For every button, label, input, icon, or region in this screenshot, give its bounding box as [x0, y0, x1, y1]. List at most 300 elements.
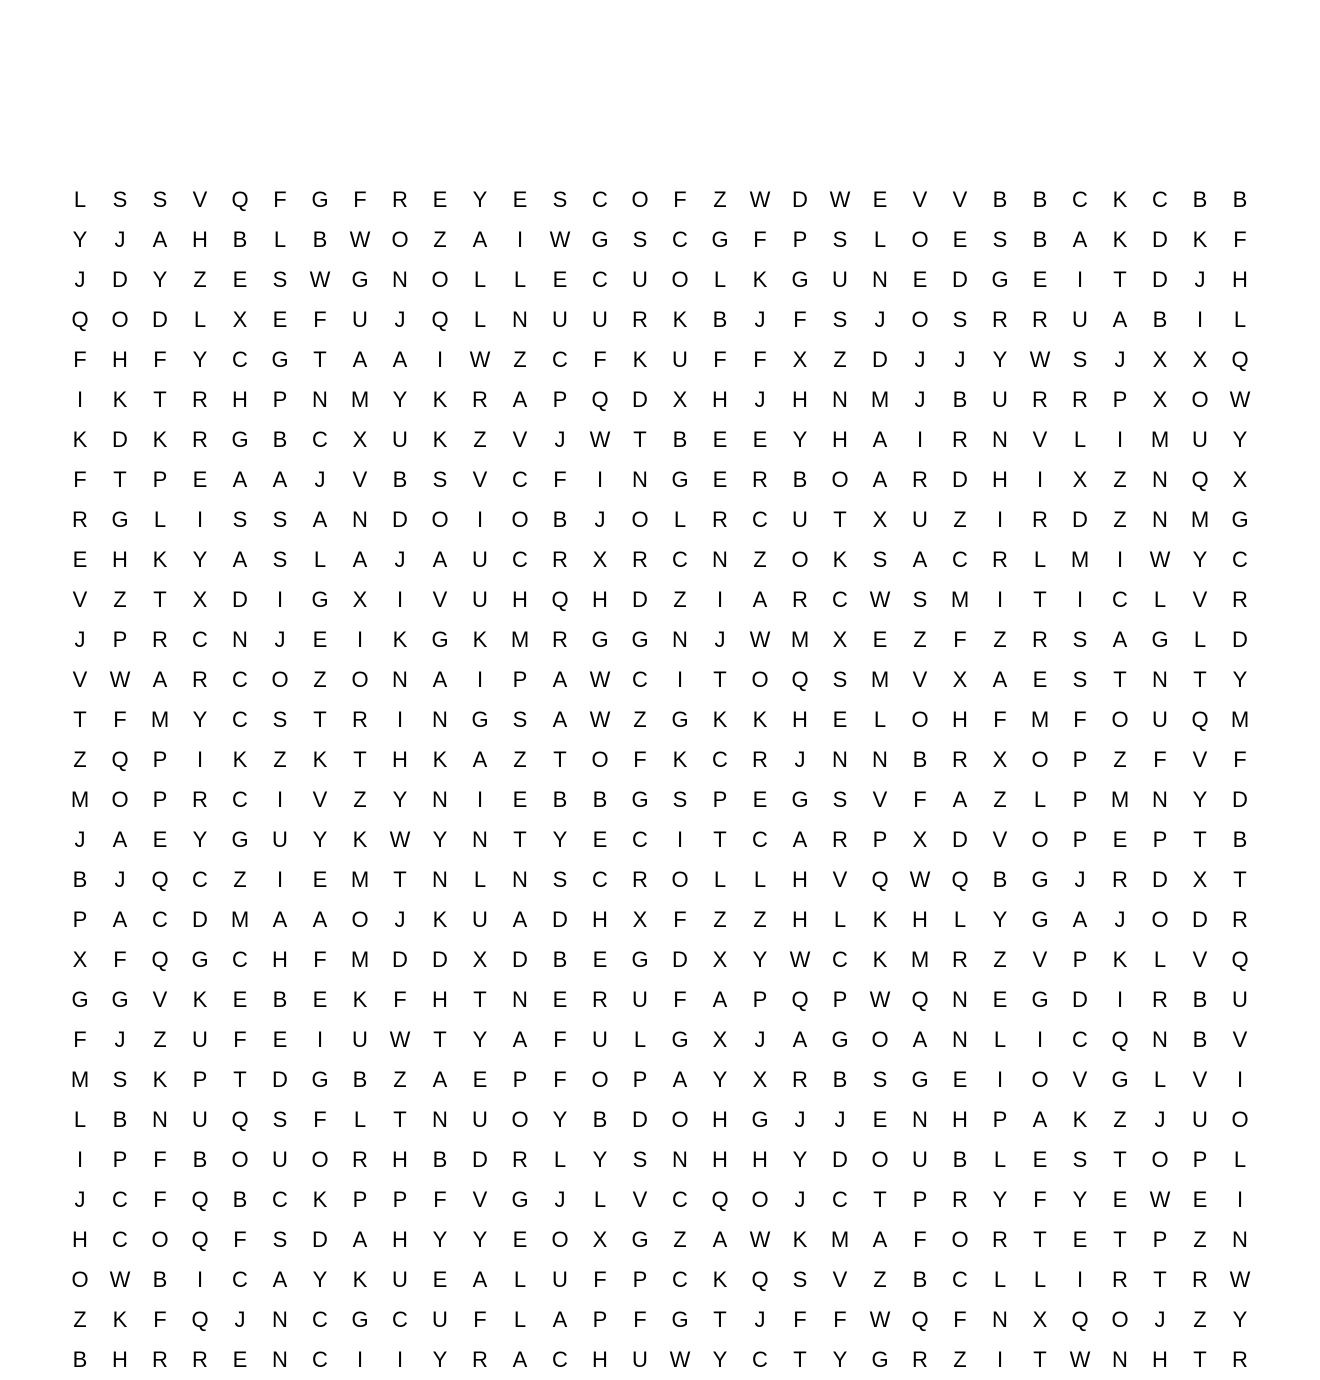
grid-cell[interactable]: W [1149, 547, 1171, 572]
grid-cell[interactable]: T [633, 427, 647, 452]
grid-cell[interactable]: G [231, 827, 249, 852]
grid-cell[interactable]: Q [231, 1107, 249, 1132]
grid-cell[interactable]: B [1032, 187, 1048, 212]
grid-cell[interactable]: I [196, 507, 204, 532]
grid-cell[interactable]: P [512, 1067, 528, 1092]
grid-cell[interactable]: I [516, 227, 524, 252]
grid-cell[interactable]: O [671, 1107, 689, 1132]
grid-cell[interactable]: N [992, 1307, 1008, 1332]
grid-cell[interactable]: B [552, 507, 568, 532]
grid-cell[interactable]: A [472, 747, 488, 772]
grid-cell[interactable]: U [1192, 1107, 1208, 1132]
grid-cell[interactable]: T [153, 587, 167, 612]
grid-cell[interactable]: I [196, 747, 204, 772]
grid-cell[interactable]: P [912, 1187, 928, 1212]
grid-cell[interactable]: N [672, 627, 688, 652]
grid-cell[interactable]: Y [192, 827, 208, 852]
grid-cell[interactable]: Z [993, 787, 1007, 812]
grid-cell[interactable]: M [910, 947, 930, 972]
grid-cell[interactable]: J [114, 1027, 126, 1052]
grid-cell[interactable]: P [792, 227, 808, 252]
grid-cell[interactable]: R [1032, 387, 1048, 412]
grid-cell[interactable]: Q [911, 1307, 929, 1332]
grid-cell[interactable]: X [1192, 347, 1208, 372]
grid-cell[interactable]: N [632, 467, 648, 492]
grid-cell[interactable]: R [912, 1347, 928, 1372]
grid-cell[interactable]: B [712, 307, 728, 332]
grid-cell[interactable]: D [832, 1147, 848, 1172]
grid-cell[interactable]: C [112, 1187, 128, 1212]
grid-cell[interactable]: S [792, 1267, 808, 1292]
grid-cell[interactable]: L [833, 907, 847, 932]
grid-cell[interactable]: I [356, 627, 364, 652]
grid-cell[interactable]: C [1072, 1027, 1088, 1052]
grid-cell[interactable]: G [871, 1347, 889, 1372]
grid-cell[interactable]: V [832, 867, 848, 892]
grid-cell[interactable]: R [752, 747, 768, 772]
grid-cell[interactable]: F [913, 1227, 927, 1252]
grid-cell[interactable]: G [1111, 1067, 1129, 1092]
grid-cell[interactable]: X [592, 547, 608, 572]
grid-cell[interactable]: S [272, 1227, 288, 1252]
grid-cell[interactable]: C [592, 867, 608, 892]
grid-cell[interactable]: I [1076, 1267, 1084, 1292]
grid-cell[interactable]: I [676, 667, 684, 692]
grid-cell[interactable]: W [109, 1267, 131, 1292]
grid-cell[interactable]: P [1192, 1147, 1208, 1172]
grid-cell[interactable]: E [272, 1027, 288, 1052]
grid-cell[interactable]: O [591, 1067, 609, 1092]
grid-cell[interactable]: J [1074, 867, 1086, 892]
grid-cell[interactable]: T [73, 707, 87, 732]
grid-cell[interactable]: I [476, 667, 484, 692]
grid-cell[interactable]: A [152, 227, 168, 252]
grid-cell[interactable]: G [791, 267, 809, 292]
grid-cell[interactable]: Z [833, 347, 847, 372]
grid-cell[interactable]: U [912, 507, 928, 532]
grid-cell[interactable]: T [1193, 827, 1207, 852]
grid-cell[interactable]: H [1232, 267, 1248, 292]
grid-cell[interactable]: X [72, 947, 88, 972]
grid-cell[interactable]: C [552, 347, 568, 372]
grid-cell[interactable]: W [749, 627, 771, 652]
grid-cell[interactable]: F [633, 1307, 647, 1332]
grid-cell[interactable]: A [472, 1267, 488, 1292]
grid-cell[interactable]: K [792, 1227, 808, 1252]
grid-cell[interactable]: A [872, 467, 888, 492]
grid-cell[interactable]: J [74, 267, 86, 292]
grid-cell[interactable]: Z [993, 627, 1007, 652]
grid-cell[interactable]: R [632, 307, 648, 332]
grid-cell[interactable]: A [872, 1227, 888, 1252]
grid-cell[interactable]: O [431, 267, 449, 292]
grid-cell[interactable]: Z [953, 507, 967, 532]
grid-cell[interactable]: K [72, 427, 88, 452]
grid-cell[interactable]: M [870, 387, 890, 412]
grid-cell[interactable]: J [834, 1107, 846, 1132]
grid-cell[interactable]: F [713, 347, 727, 372]
grid-cell[interactable]: W [589, 707, 611, 732]
grid-cell[interactable]: I [1116, 547, 1124, 572]
grid-cell[interactable]: F [233, 1027, 247, 1052]
grid-cell[interactable]: S [832, 667, 848, 692]
grid-cell[interactable]: F [113, 947, 127, 972]
grid-cell[interactable]: C [632, 667, 648, 692]
grid-cell[interactable]: P [1152, 827, 1168, 852]
grid-cell[interactable]: Y [472, 1027, 488, 1052]
grid-cell[interactable]: N [1232, 1227, 1248, 1252]
grid-cell[interactable]: E [192, 467, 208, 492]
grid-cell[interactable]: V [352, 467, 368, 492]
grid-cell[interactable]: A [1032, 1107, 1048, 1132]
grid-cell[interactable]: R [72, 507, 88, 532]
grid-cell[interactable]: L [473, 267, 487, 292]
grid-cell[interactable]: O [1031, 747, 1049, 772]
grid-cell[interactable]: C [832, 947, 848, 972]
grid-cell[interactable]: T [1153, 1267, 1167, 1292]
grid-cell[interactable]: I [996, 587, 1004, 612]
grid-cell[interactable]: G [111, 987, 129, 1012]
grid-cell[interactable]: O [111, 307, 129, 332]
grid-cell[interactable]: K [432, 907, 448, 932]
grid-cell[interactable]: P [72, 907, 88, 932]
grid-cell[interactable]: Z [393, 1067, 407, 1092]
grid-cell[interactable]: B [992, 867, 1008, 892]
grid-cell[interactable]: Z [913, 627, 927, 652]
grid-cell[interactable]: S [272, 1107, 288, 1132]
grid-cell[interactable]: F [1233, 747, 1247, 772]
grid-cell[interactable]: P [152, 787, 168, 812]
grid-cell[interactable]: S [272, 267, 288, 292]
grid-cell[interactable]: N [512, 307, 528, 332]
grid-cell[interactable]: H [112, 347, 128, 372]
grid-cell[interactable]: E [952, 227, 968, 252]
grid-cell[interactable]: O [751, 667, 769, 692]
grid-cell[interactable]: Z [713, 187, 727, 212]
grid-cell[interactable]: L [73, 1107, 87, 1132]
grid-cell[interactable]: S [552, 187, 568, 212]
grid-cell[interactable]: O [631, 507, 649, 532]
grid-cell[interactable]: O [71, 1267, 89, 1292]
grid-cell[interactable]: E [432, 187, 448, 212]
grid-cell[interactable]: E [312, 627, 328, 652]
grid-cell[interactable]: R [632, 867, 648, 892]
grid-cell[interactable]: F [753, 227, 767, 252]
grid-cell[interactable]: P [272, 387, 288, 412]
grid-cell[interactable]: Y [1192, 787, 1208, 812]
grid-cell[interactable]: S [832, 307, 848, 332]
grid-cell[interactable]: H [792, 387, 808, 412]
grid-cell[interactable]: O [1191, 387, 1209, 412]
grid-cell[interactable]: U [352, 307, 368, 332]
grid-cell[interactable]: K [112, 387, 128, 412]
grid-cell[interactable]: U [1232, 987, 1248, 1012]
grid-cell[interactable]: Y [592, 1147, 608, 1172]
grid-cell[interactable]: G [631, 787, 649, 812]
grid-cell[interactable]: N [312, 387, 328, 412]
grid-cell[interactable]: E [272, 307, 288, 332]
grid-cell[interactable]: E [1112, 827, 1128, 852]
grid-cell[interactable]: S [832, 227, 848, 252]
grid-cell[interactable]: P [752, 987, 768, 1012]
grid-cell[interactable]: X [1192, 867, 1208, 892]
grid-cell[interactable]: G [1151, 627, 1169, 652]
grid-cell[interactable]: D [952, 827, 968, 852]
grid-cell[interactable]: U [272, 1147, 288, 1172]
grid-cell[interactable]: C [232, 1267, 248, 1292]
grid-cell[interactable]: F [153, 1147, 167, 1172]
grid-cell[interactable]: W [749, 1227, 771, 1252]
grid-cell[interactable]: R [192, 387, 208, 412]
grid-cell[interactable]: E [1032, 667, 1048, 692]
grid-cell[interactable]: L [473, 307, 487, 332]
grid-cell[interactable]: H [512, 587, 528, 612]
grid-cell[interactable]: I [276, 587, 284, 612]
grid-cell[interactable]: X [912, 827, 928, 852]
grid-cell[interactable]: G [1031, 867, 1049, 892]
grid-cell[interactable]: P [152, 467, 168, 492]
grid-cell[interactable]: A [552, 707, 568, 732]
grid-cell[interactable]: F [553, 1067, 567, 1092]
grid-cell[interactable]: W [869, 987, 891, 1012]
grid-cell[interactable]: C [672, 1267, 688, 1292]
grid-cell[interactable]: O [671, 267, 689, 292]
grid-cell[interactable]: R [912, 467, 928, 492]
grid-cell[interactable]: F [233, 1227, 247, 1252]
grid-cell[interactable]: F [153, 1307, 167, 1332]
grid-cell[interactable]: Y [792, 1147, 808, 1172]
grid-cell[interactable]: C [1152, 187, 1168, 212]
grid-cell[interactable]: Y [152, 267, 168, 292]
grid-cell[interactable]: C [232, 947, 248, 972]
grid-cell[interactable]: D [392, 507, 408, 532]
grid-cell[interactable]: G [311, 187, 329, 212]
grid-cell[interactable]: G [631, 1227, 649, 1252]
grid-cell[interactable]: A [1072, 907, 1088, 932]
grid-cell[interactable]: L [353, 1107, 367, 1132]
grid-cell[interactable]: F [673, 187, 687, 212]
grid-cell[interactable]: I [76, 1147, 84, 1172]
grid-cell[interactable]: U [632, 1347, 648, 1372]
grid-cell[interactable]: N [152, 1107, 168, 1132]
grid-cell[interactable]: F [673, 987, 687, 1012]
grid-cell[interactable]: Z [633, 707, 647, 732]
grid-cell[interactable]: H [392, 747, 408, 772]
grid-cell[interactable]: E [1192, 1187, 1208, 1212]
grid-cell[interactable]: T [473, 987, 487, 1012]
grid-cell[interactable]: I [676, 827, 684, 852]
grid-cell[interactable]: A [992, 667, 1008, 692]
grid-cell[interactable]: Z [313, 667, 327, 692]
grid-cell[interactable]: B [552, 787, 568, 812]
grid-cell[interactable]: A [712, 1227, 728, 1252]
grid-cell[interactable]: Z [993, 947, 1007, 972]
grid-cell[interactable]: Z [153, 1027, 167, 1052]
grid-cell[interactable]: H [952, 1107, 968, 1132]
grid-cell[interactable]: V [1192, 947, 1208, 972]
grid-cell[interactable]: X [952, 667, 968, 692]
grid-cell[interactable]: H [272, 947, 288, 972]
grid-cell[interactable]: B [72, 1347, 88, 1372]
grid-cell[interactable]: F [553, 467, 567, 492]
grid-cell[interactable]: I [916, 427, 924, 452]
grid-cell[interactable]: V [912, 187, 928, 212]
grid-cell[interactable]: V [72, 587, 88, 612]
grid-cell[interactable]: F [273, 187, 287, 212]
grid-cell[interactable]: H [192, 227, 208, 252]
grid-cell[interactable]: X [712, 947, 728, 972]
grid-cell[interactable]: Q [111, 747, 129, 772]
grid-cell[interactable]: R [832, 827, 848, 852]
grid-cell[interactable]: N [832, 387, 848, 412]
grid-cell[interactable]: L [713, 867, 727, 892]
grid-cell[interactable]: T [1113, 667, 1127, 692]
grid-cell[interactable]: D [112, 427, 128, 452]
grid-cell[interactable]: G [631, 627, 649, 652]
grid-cell[interactable]: I [1036, 1027, 1044, 1052]
grid-cell[interactable]: P [552, 387, 568, 412]
grid-cell[interactable]: W [1229, 387, 1251, 412]
grid-cell[interactable]: V [1192, 587, 1208, 612]
grid-cell[interactable]: O [391, 227, 409, 252]
grid-cell[interactable]: M [350, 867, 370, 892]
grid-cell[interactable]: N [672, 1147, 688, 1172]
grid-cell[interactable]: C [312, 427, 328, 452]
grid-cell[interactable]: L [1033, 787, 1047, 812]
grid-cell[interactable]: N [1112, 1347, 1128, 1372]
grid-cell[interactable]: O [831, 467, 849, 492]
grid-cell[interactable]: P [992, 1107, 1008, 1132]
grid-cell[interactable]: D [952, 467, 968, 492]
grid-cell[interactable]: O [631, 187, 649, 212]
grid-cell[interactable]: T [713, 667, 727, 692]
grid-cell[interactable]: S [872, 1067, 888, 1092]
grid-cell[interactable]: G [671, 1307, 689, 1332]
grid-cell[interactable]: Z [353, 787, 367, 812]
grid-cell[interactable]: X [1232, 467, 1248, 492]
grid-cell[interactable]: Q [871, 867, 889, 892]
grid-cell[interactable]: F [393, 987, 407, 1012]
grid-cell[interactable]: W [789, 947, 811, 972]
grid-cell[interactable]: O [1031, 827, 1049, 852]
grid-cell[interactable]: W [869, 587, 891, 612]
grid-cell[interactable]: A [152, 667, 168, 692]
grid-cell[interactable]: R [952, 947, 968, 972]
grid-cell[interactable]: Y [552, 827, 568, 852]
grid-cell[interactable]: V [72, 667, 88, 692]
grid-cell[interactable]: K [672, 307, 688, 332]
grid-cell[interactable]: Y [472, 1227, 488, 1252]
grid-cell[interactable]: T [833, 507, 847, 532]
grid-cell[interactable]: J [394, 907, 406, 932]
grid-cell[interactable]: W [589, 427, 611, 452]
grid-cell[interactable]: I [476, 507, 484, 532]
grid-cell[interactable]: C [552, 1347, 568, 1372]
grid-cell[interactable]: T [313, 347, 327, 372]
grid-cell[interactable]: G [671, 707, 689, 732]
grid-cell[interactable]: U [992, 387, 1008, 412]
grid-cell[interactable]: Q [1191, 467, 1209, 492]
grid-cell[interactable]: S [552, 867, 568, 892]
grid-cell[interactable]: Z [1193, 1227, 1207, 1252]
grid-cell[interactable]: H [432, 987, 448, 1012]
grid-cell[interactable]: U [1192, 427, 1208, 452]
grid-cell[interactable]: K [192, 987, 208, 1012]
grid-cell[interactable]: Q [191, 1307, 209, 1332]
grid-cell[interactable]: B [392, 467, 408, 492]
grid-cell[interactable]: R [1032, 507, 1048, 532]
grid-cell[interactable]: E [232, 987, 248, 1012]
grid-cell[interactable]: Z [73, 747, 87, 772]
grid-cell[interactable]: I [196, 1267, 204, 1292]
grid-cell[interactable]: J [74, 1187, 86, 1212]
grid-cell[interactable]: D [312, 1227, 328, 1252]
grid-cell[interactable]: T [433, 1027, 447, 1052]
grid-cell[interactable]: Y [72, 227, 88, 252]
grid-cell[interactable]: J [1154, 1307, 1166, 1332]
grid-cell[interactable]: H [112, 547, 128, 572]
grid-cell[interactable]: R [712, 507, 728, 532]
grid-cell[interactable]: Q [231, 187, 249, 212]
grid-cell[interactable]: T [793, 1347, 807, 1372]
grid-cell[interactable]: O [951, 1227, 969, 1252]
grid-cell[interactable]: L [513, 267, 527, 292]
grid-cell[interactable]: L [1233, 1147, 1247, 1172]
grid-cell[interactable]: O [311, 1147, 329, 1172]
grid-cell[interactable]: R [992, 547, 1008, 572]
grid-cell[interactable]: E [592, 827, 608, 852]
grid-cell[interactable]: T [1033, 1227, 1047, 1252]
grid-cell[interactable]: Q [751, 1267, 769, 1292]
grid-cell[interactable]: E [712, 467, 728, 492]
grid-cell[interactable]: V [312, 787, 328, 812]
grid-cell[interactable]: C [672, 547, 688, 572]
grid-cell[interactable]: R [192, 427, 208, 452]
grid-cell[interactable]: A [792, 827, 808, 852]
grid-cell[interactable]: F [673, 907, 687, 932]
grid-cell[interactable]: V [1072, 1067, 1088, 1092]
grid-cell[interactable]: F [593, 347, 607, 372]
grid-cell[interactable]: K [632, 347, 648, 372]
grid-cell[interactable]: W [1149, 1187, 1171, 1212]
grid-cell[interactable]: F [353, 187, 367, 212]
grid-cell[interactable]: I [396, 1347, 404, 1372]
grid-cell[interactable]: A [112, 907, 128, 932]
grid-cell[interactable]: P [1072, 947, 1088, 972]
grid-cell[interactable]: H [792, 907, 808, 932]
grid-cell[interactable]: E [1072, 1227, 1088, 1252]
grid-cell[interactable]: N [432, 867, 448, 892]
grid-cell[interactable]: U [472, 587, 488, 612]
grid-cell[interactable]: J [274, 627, 286, 652]
grid-cell[interactable]: C [752, 1347, 768, 1372]
grid-cell[interactable]: B [72, 867, 88, 892]
grid-cell[interactable]: J [1114, 347, 1126, 372]
grid-cell[interactable]: U [632, 267, 648, 292]
grid-cell[interactable]: B [952, 387, 968, 412]
grid-cell[interactable]: H [392, 1147, 408, 1172]
grid-cell[interactable]: J [74, 627, 86, 652]
grid-cell[interactable]: A [392, 347, 408, 372]
grid-cell[interactable]: Q [1191, 707, 1209, 732]
grid-cell[interactable]: R [192, 1347, 208, 1372]
grid-cell[interactable]: N [432, 1107, 448, 1132]
grid-cell[interactable]: A [552, 1307, 568, 1332]
grid-cell[interactable]: N [512, 987, 528, 1012]
grid-cell[interactable]: I [1236, 1187, 1244, 1212]
grid-cell[interactable]: P [632, 1267, 648, 1292]
grid-cell[interactable]: R [992, 1227, 1008, 1252]
